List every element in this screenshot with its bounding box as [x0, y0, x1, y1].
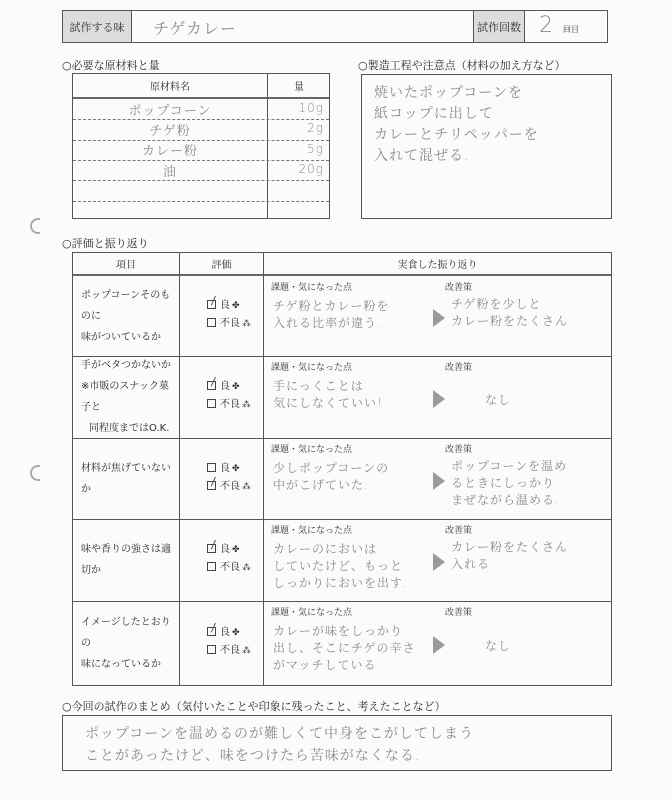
ingredient-name: 油 — [162, 164, 177, 180]
process-line: 焼いたポップコーンを — [374, 85, 524, 101]
issue-text — [273, 541, 433, 592]
rating-bad-checkbox[interactable] — [207, 396, 263, 414]
fix-line: なし — [485, 393, 512, 407]
ingredient-amount: 20g — [298, 161, 324, 176]
ingredient-name — [73, 201, 267, 221]
checked-box-icon[interactable] — [207, 481, 216, 490]
ingredient-name: チゲ粉 — [149, 123, 191, 139]
checked-box-icon[interactable] — [207, 381, 216, 390]
binder-hole — [30, 218, 40, 234]
col-name-header: 原材料名 — [150, 82, 190, 93]
summary-box — [62, 715, 612, 771]
issue-text — [273, 623, 433, 674]
rating-bad-checkbox[interactable] — [207, 642, 263, 660]
cluster-icon: ⁂ — [242, 646, 251, 656]
evaluation-row — [73, 438, 611, 519]
rating-bad-checkbox[interactable] — [207, 315, 263, 333]
arrow-right-icon — [433, 390, 445, 408]
fix-line: まぜながら温める. — [451, 493, 560, 507]
arrow-right-icon — [433, 553, 445, 571]
process-box — [361, 74, 612, 219]
issue-line: 気にしなくていい! — [273, 396, 383, 410]
evaluation-title: ○評価と振り返り — [62, 237, 149, 250]
ingredient-amount: 5g — [307, 141, 324, 156]
item-text — [81, 519, 177, 601]
sparkle-icon: ✤ — [232, 628, 240, 638]
fix-label: 改善策 — [445, 526, 473, 536]
fix-label: 改善策 — [445, 283, 473, 293]
ingredients-title: ○必要な原材料と量 — [62, 59, 160, 72]
fix-line: 入れる — [451, 557, 491, 571]
rating-label: 良 — [220, 381, 230, 392]
fix-text — [485, 391, 511, 408]
item-line: 味や香りの強さは適切か — [81, 544, 171, 576]
ingredient-name — [73, 180, 267, 200]
evaluation-row — [73, 356, 611, 438]
checked-box-icon[interactable] — [207, 544, 216, 553]
rating-good-checkbox[interactable] — [207, 624, 263, 642]
arrow-right-icon — [433, 472, 445, 490]
header-table — [62, 10, 608, 43]
issue-label: 課題・気になった点 — [271, 283, 353, 293]
rating-label: 不良 — [220, 645, 240, 656]
sparkle-icon: ✤ — [232, 382, 240, 392]
cluster-icon: ⁂ — [242, 400, 251, 410]
issue-label: 課題・気になった点 — [271, 608, 353, 618]
col-item-header: 項目 — [116, 260, 136, 271]
sparkle-icon: ✤ — [232, 463, 240, 474]
fix-line: なし — [485, 639, 512, 653]
trial-label: 試作回数 — [474, 11, 524, 42]
rating-label: 良 — [220, 544, 230, 555]
item-line: 手がベタつかないか — [81, 360, 171, 371]
summary-title: ○今回の試作のまとめ（気付いたことや印象に残ったこと、考えたことなど） — [62, 700, 446, 713]
issue-label: 課題・気になった点 — [271, 526, 353, 536]
rating-label: 不良 — [220, 480, 240, 492]
rating-label: 不良 — [220, 399, 240, 410]
ingredient-amount — [268, 203, 324, 223]
ingredient-name: ポップコーン — [128, 103, 212, 119]
checked-box-icon[interactable] — [207, 627, 216, 636]
process-line: 紙コップに出して — [374, 106, 494, 122]
checkbox-icon[interactable] — [207, 463, 216, 472]
rating-options — [207, 624, 263, 660]
ingredient-amount: 10g — [298, 101, 324, 115]
fix-label: 改善策 — [445, 608, 473, 618]
item-text — [81, 276, 177, 356]
cluster-icon: ⁂ — [242, 563, 251, 573]
process-line: 入れて混ぜる. — [374, 148, 470, 164]
issue-text — [273, 298, 433, 332]
issue-line: カレーのにおいは — [273, 542, 378, 556]
rating-options — [207, 378, 263, 414]
fix-line: カレー粉をたくさん — [451, 314, 569, 328]
col-rating-header: 評価 — [211, 260, 232, 271]
ingredients-table — [72, 73, 330, 219]
checkbox-icon[interactable] — [207, 399, 216, 408]
rating-good-checkbox[interactable] — [207, 460, 263, 478]
ingredient-amount — [268, 182, 324, 202]
fix-label: 改善策 — [445, 445, 473, 455]
process-line: カレーとチリペッパーを — [374, 127, 539, 143]
fix-line: るときにしっかり — [451, 476, 556, 490]
issue-line: 入れる比率が違う. — [273, 316, 382, 330]
fix-text — [485, 637, 511, 654]
binder-hole — [30, 465, 40, 481]
ingredient-name: カレー粉 — [141, 144, 198, 160]
rating-label: 良 — [220, 462, 230, 474]
rating-good-checkbox[interactable] — [207, 297, 263, 315]
issue-label: 課題・気になった点 — [271, 363, 353, 373]
rating-label: 不良 — [220, 562, 240, 573]
rating-bad-checkbox[interactable] — [207, 478, 263, 496]
summary-line: ことがあったけど、味をつけたら苦味がなくなる. — [85, 748, 421, 764]
item-line: 味になっているか — [81, 658, 161, 670]
item-line: イメージしたとおりの — [81, 616, 171, 649]
flavor-label: 試作する味 — [63, 11, 131, 42]
fix-text — [451, 539, 611, 573]
rating-good-checkbox[interactable] — [207, 378, 263, 396]
checkbox-icon[interactable] — [207, 645, 216, 654]
issue-line: チゲ粉とカレー粉を — [273, 299, 390, 313]
rating-bad-checkbox[interactable] — [207, 559, 263, 577]
rating-good-checkbox[interactable] — [207, 541, 263, 559]
issue-line: していたけど、もっと — [273, 559, 404, 573]
issue-line: 手にっくことは — [273, 379, 364, 393]
summary-line: ポップコーンを温めるのが難しくて中身をこがしてしまう — [85, 726, 475, 742]
rating-label: 良 — [220, 627, 230, 638]
rating-options — [207, 541, 263, 577]
trial-unit: 回目 — [563, 25, 579, 34]
item-line: ポップコーンそのものに — [81, 289, 171, 322]
ingredient-amount: 2g — [307, 121, 324, 136]
rating-label: 良 — [220, 300, 230, 311]
checkbox-icon[interactable] — [207, 562, 216, 571]
checked-box-icon[interactable] — [207, 300, 216, 309]
process-title: ○製造工程や注意点（材料の加え方など） — [358, 59, 566, 72]
issue-line: 少しポップコーンの — [273, 461, 390, 475]
item-line: ※市販のスナック菓子と — [81, 381, 169, 413]
col-reflection-header: 実食した振り返り — [397, 260, 478, 271]
col-amount-header: 量 — [294, 82, 304, 93]
item-text — [81, 438, 177, 519]
item-line: 材料が焦げていないか — [81, 462, 171, 495]
rating-options — [207, 297, 263, 333]
cluster-icon: ⁂ — [242, 319, 251, 329]
fix-text — [451, 458, 611, 509]
evaluation-row — [73, 601, 611, 685]
item-text — [81, 356, 177, 438]
item-line: 同程度まではO.K. — [89, 423, 170, 434]
sparkle-icon: ✤ — [232, 545, 240, 555]
arrow-right-icon — [433, 309, 445, 327]
evaluation-row — [73, 276, 611, 356]
issue-text — [273, 378, 433, 412]
checkbox-icon[interactable] — [207, 318, 216, 327]
rating-label: 不良 — [220, 318, 240, 329]
flavor-value: チゲカレー — [153, 19, 238, 38]
issue-text — [273, 460, 433, 494]
fix-text — [451, 296, 611, 330]
fix-line: チゲ粉を少しと — [451, 297, 542, 311]
arrow-right-icon — [433, 636, 445, 654]
cluster-icon: ⁂ — [242, 481, 251, 492]
issue-line: がマッチしている. — [273, 658, 382, 672]
issue-line: 出し、そこにチゲの辛さ — [273, 641, 416, 655]
item-line: 味がついているか — [81, 331, 161, 343]
fix-line: ポップコーンを温め — [451, 459, 568, 473]
sparkle-icon: ✤ — [232, 301, 240, 311]
issue-line: 中がこげていた. — [273, 478, 369, 492]
issue-line: しっかりにおいを出す. — [273, 576, 408, 590]
trial-count: 2 — [539, 13, 554, 38]
issue-label: 課題・気になった点 — [271, 445, 353, 455]
issue-line: カレーが味をしっかり — [273, 624, 404, 638]
evaluation-row — [73, 519, 611, 601]
item-text — [81, 601, 177, 685]
rating-options — [207, 460, 263, 496]
evaluation-table — [72, 252, 612, 686]
fix-label: 改善策 — [445, 363, 473, 373]
fix-line: カレー粉をたくさん — [451, 540, 569, 554]
